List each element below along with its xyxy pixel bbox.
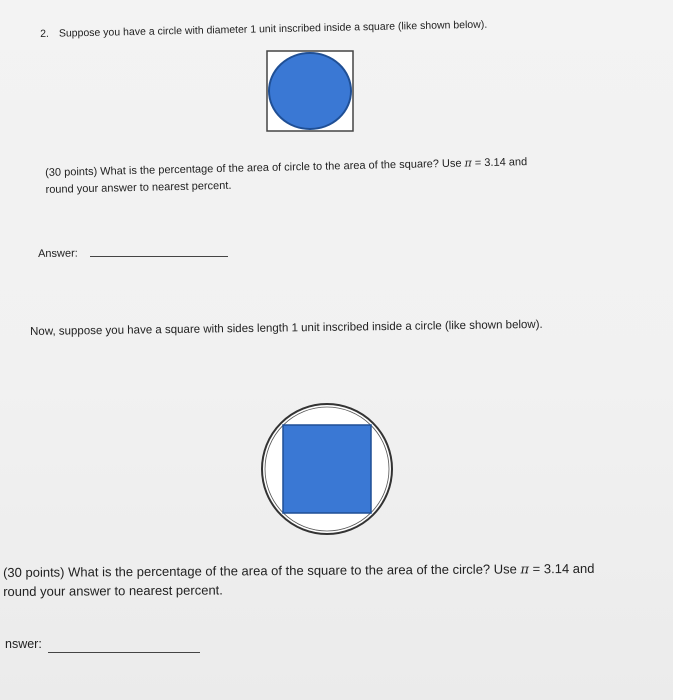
part2-pi-symbol: π: [520, 562, 530, 578]
part2-prompt: [3, 559, 668, 601]
part1-pi-value: = 3.14 and: [474, 156, 528, 170]
part1-prompt: [45, 151, 626, 199]
part2-answer-line[interactable]: [48, 652, 200, 653]
inscribed-square: [283, 425, 371, 513]
part2-answer-label: nswer:: [5, 637, 42, 651]
part1-answer-line[interactable]: [90, 256, 228, 257]
part2-prompt-line2: round your answer to nearest percent.: [3, 582, 223, 599]
transition-statement: Now, suppose you have a square with sides length 1 unit inscribed inside a circle (like shown below).: [30, 318, 543, 338]
part1-answer-label: Answer:: [38, 247, 78, 260]
question-number: 2.: [40, 27, 50, 40]
part2-prompt-text: (30 points) What is the percentage of the area of the square to the area of the circle? Use: [3, 561, 517, 580]
part1-prompt-text: (30 points) What is the percentage of the area of circle to the area of the square? Use: [45, 157, 462, 179]
question-heading: [40, 19, 487, 40]
question-statement: Suppose you have a circle with diameter 1 unit inscribed inside a square (like shown below).: [58, 18, 488, 40]
circle-in-square-figure: [266, 50, 354, 132]
part2-pi-value: = 3.14 and: [532, 560, 595, 577]
part1-pi-symbol: π: [464, 156, 472, 170]
square-in-circle-figure: [259, 401, 395, 537]
part1-prompt-line2: round your answer to nearest percent.: [45, 179, 232, 196]
inscribed-circle: [269, 53, 351, 129]
